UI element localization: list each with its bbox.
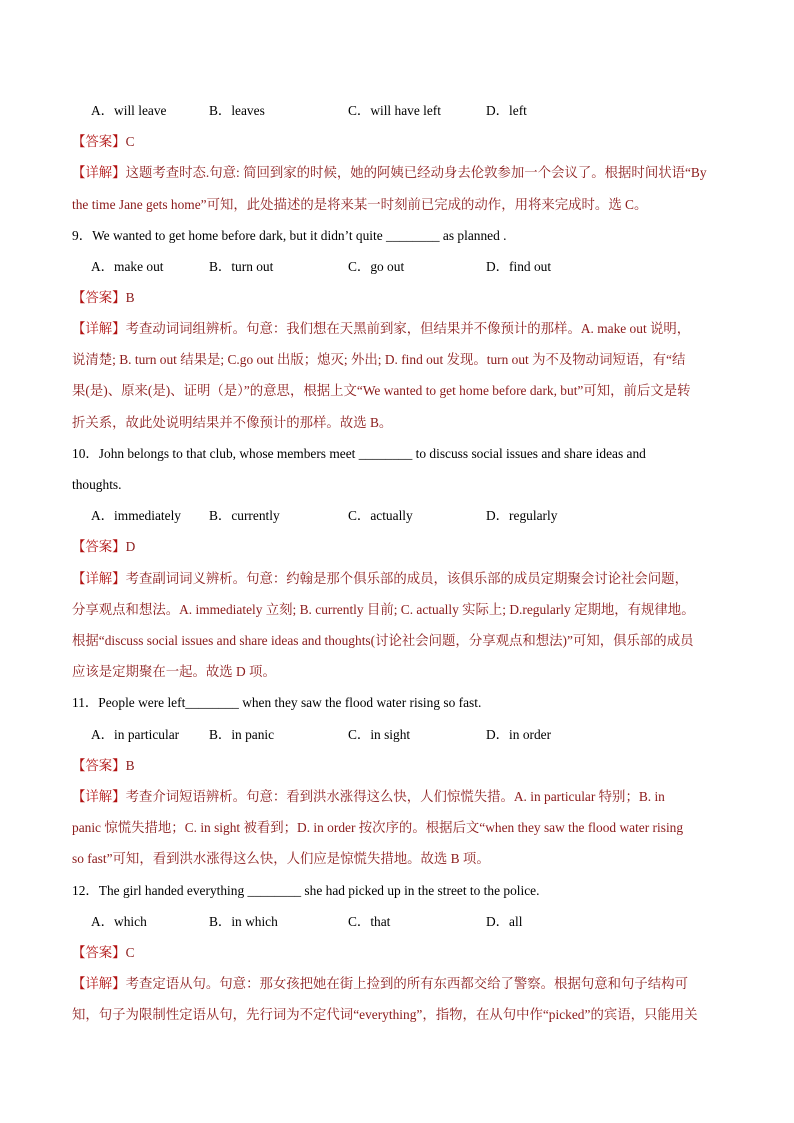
answer-value: D: [125, 539, 136, 554]
q9-detail-line-2: 说清楚; B. turn out 结果是; C.go out 出版；熄灭; 外出; D. find out 发现。turn out 为不及物动词短语，有“结: [72, 352, 686, 367]
q10-option-b: B．currently: [209, 508, 280, 523]
q12-detail-line-2: 知，句子为限制性定语从句，先行词为不定代词“everything”，指物，在从句中作“picked”的宾语，只能用关: [72, 1007, 698, 1022]
detail-tag: 【详解】: [72, 321, 126, 336]
q11-answer: [72, 758, 135, 774]
q8-detail-line-1: 【详解】这题考查时态.句意: 简回到家的时候，她的阿姨已经动身去伦敦参加一个会议了。根据时间状语“By: [72, 165, 707, 180]
q12-option-a: A．which: [91, 914, 147, 929]
q12-answer: [72, 945, 135, 961]
q9-detail-line-1: 【详解】考查动词词组辨析。句意：我们想在天黑前到家，但结果并不像预计的那样。A. make out 说明，: [72, 321, 691, 336]
q10-option-c: C．actually: [348, 508, 413, 523]
detail-tag: 【详解】: [72, 976, 126, 991]
q8-option-d: D．left: [486, 103, 527, 118]
answer-value: B: [125, 758, 135, 773]
q10-stem-line-2: thoughts.: [72, 477, 122, 492]
q10-option-a: A．immediately: [91, 508, 181, 523]
q9-option-a: A．make out: [91, 259, 164, 274]
q11-option-b: B．in panic: [209, 727, 275, 742]
q12-option-b: B．in which: [209, 914, 278, 929]
q9-option-c: C．go out: [348, 259, 405, 274]
q10-stem-line-1: 10．John belongs to that club, whose members meet ________ to discuss social issues and share ideas and: [72, 446, 646, 461]
q10-detail-line-1: 【详解】考查副词词义辨析。句意：约翰是那个俱乐部的成员，该俱乐部的成员定期聚会讨论社会问题，: [72, 571, 688, 586]
answer-tag: 【答案】: [72, 134, 126, 149]
detail-tag: 【详解】: [72, 789, 126, 804]
q9-option-d: D．find out: [486, 259, 552, 274]
answer-value: C: [125, 134, 135, 149]
detail-tag: 【详解】: [72, 165, 126, 180]
q11-stem: 11．People were left________ when they saw the flood water rising so fast.: [72, 695, 482, 710]
answer-value: C: [125, 945, 135, 960]
q11-option-a: A．in particular: [91, 727, 180, 742]
answer-tag: 【答案】: [72, 539, 126, 554]
q9-detail-line-3: 果(是)、原来(是)、证明（是）”的意思，根据上文“We wanted to get home before dark, but”可知，前后文是转: [72, 383, 691, 398]
q9-option-b: B．turn out: [209, 259, 274, 274]
q9-stem: 9．We wanted to get home before dark, but it didn’t quite ________ as planned .: [72, 228, 507, 243]
q12-option-c: C．that: [348, 914, 391, 929]
q10-option-d: D．regularly: [486, 508, 558, 523]
q8-detail-line-2: the time Jane gets home”可知，此处描述的是将来某一时刻前已完成的动作，用将来完成时。选 C。: [72, 197, 648, 212]
q12-option-d: D．all: [486, 914, 523, 929]
q11-option-c: C．in sight: [348, 727, 411, 742]
q8-option-a: A．will leave: [91, 103, 167, 118]
q11-option-d: D．in order: [486, 727, 552, 742]
answer-tag: 【答案】: [72, 758, 126, 773]
q12-detail-line-1: 【详解】考查定语从句。句意：那女孩把她在街上捡到的所有东西都交给了警察。根据句意和句子结构可: [72, 976, 688, 991]
q9-answer: [72, 290, 135, 306]
q11-detail-line-2: panic 惊慌失措地；C. in sight 被看到；D. in order 按次序的。根据后文“when they saw the flood water rising: [72, 820, 684, 835]
q8-option-b: B．leaves: [209, 103, 265, 118]
answer-value: B: [125, 290, 135, 305]
q8-answer: [72, 134, 135, 150]
q10-detail-line-3: 根据“discuss social issues and share ideas and thoughts(讨论社会问题，分享观点和想法)”可知，俱乐部的成员: [72, 633, 694, 648]
q10-detail-line-4: 应该是定期聚在一起。故选 D 项。: [72, 664, 276, 679]
q10-answer: [72, 539, 135, 555]
q8-option-c: C．will have left: [348, 103, 441, 118]
q10-detail-line-2: 分享观点和想法。A. immediately 立刻; B. currently 目前; C. actually 实际上; D.regularly 定期地，有规律地。: [72, 602, 695, 617]
answer-tag: 【答案】: [72, 290, 126, 305]
detail-tag: 【详解】: [72, 571, 126, 586]
q11-detail-line-3: so fast”可知，看到洪水涨得这么快，人们应是惊慌失措地。故选 B 项。: [72, 851, 490, 866]
q12-stem: 12．The girl handed everything ________ she had picked up in the street to the police.: [72, 883, 540, 898]
q9-detail-line-4: 折关系，故此处说明结果并不像预计的那样。故选 B。: [72, 415, 393, 430]
answer-tag: 【答案】: [72, 945, 126, 960]
q11-detail-line-1: 【详解】考查介词短语辨析。句意：看到洪水涨得这么快，人们惊慌失措。A. in particular 特别；B. in: [72, 789, 665, 804]
